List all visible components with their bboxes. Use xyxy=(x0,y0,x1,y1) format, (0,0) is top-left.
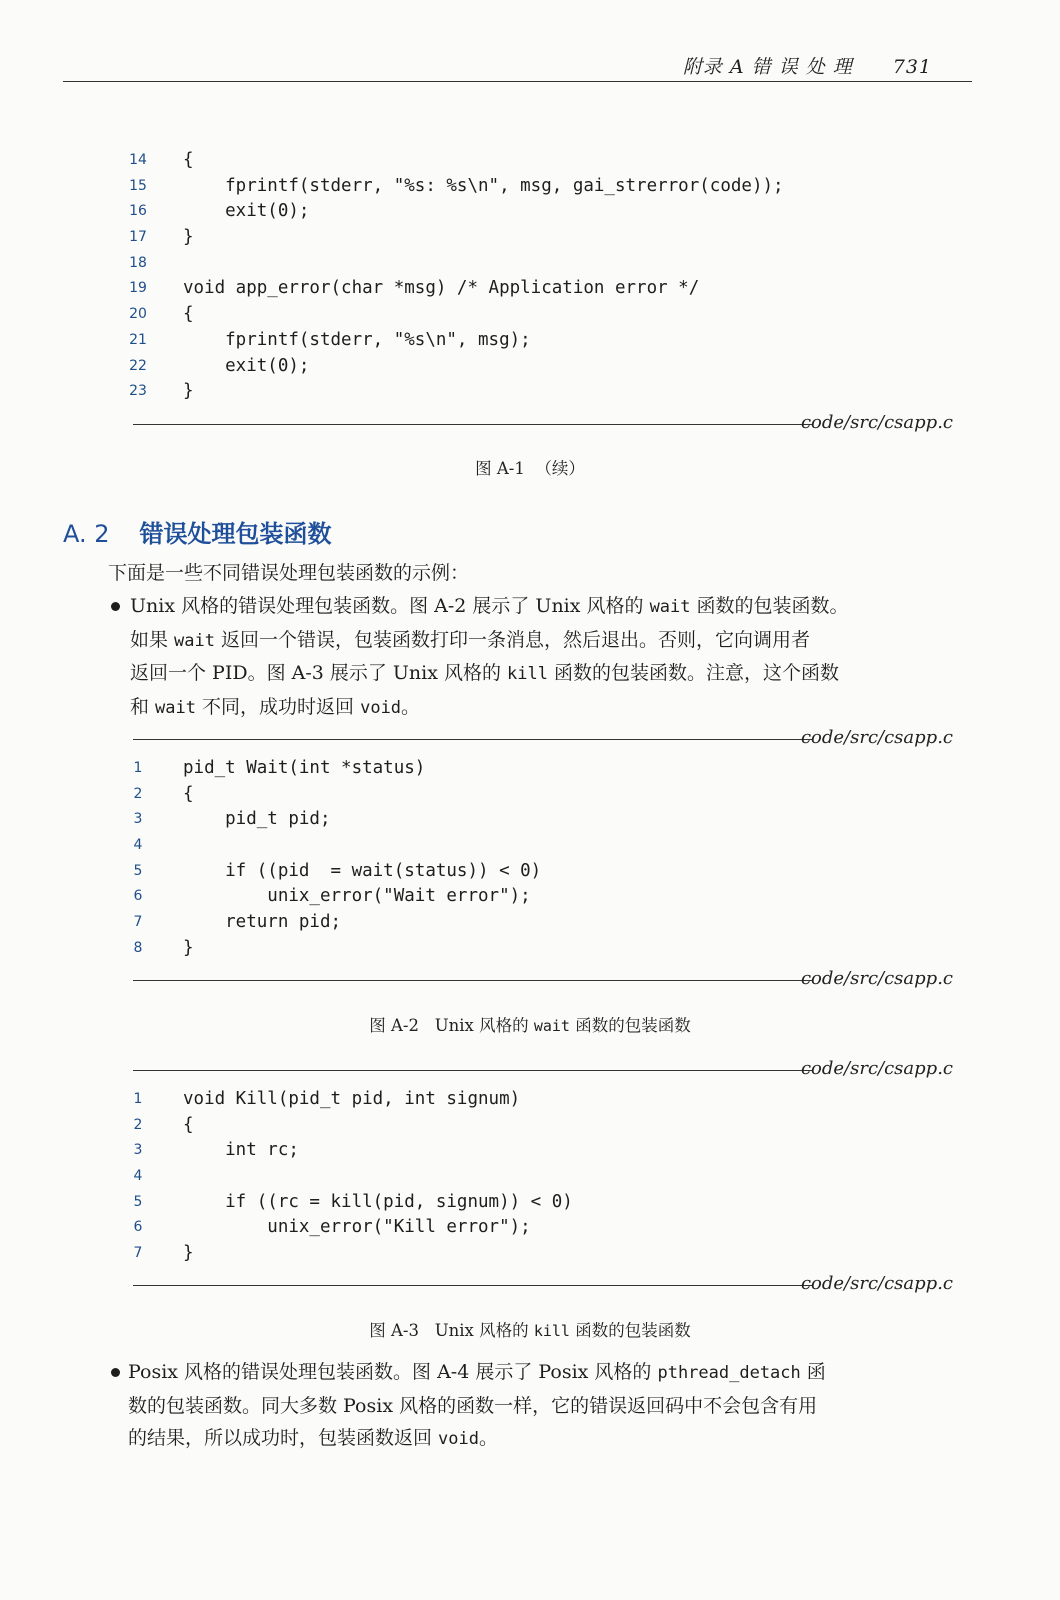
line-number: 7 xyxy=(133,1245,143,1262)
line-number: 18 xyxy=(129,254,147,271)
text-run: 。 xyxy=(401,695,421,718)
code-line xyxy=(125,148,955,174)
code-text: } xyxy=(183,381,194,402)
line-number: 20 xyxy=(129,306,147,323)
page-number: 731 xyxy=(892,56,932,78)
figure-caption-a3 xyxy=(0,1317,1060,1341)
rule-line xyxy=(133,1285,813,1286)
header-rule xyxy=(63,81,972,82)
line-number: 2 xyxy=(133,785,143,802)
code-text: if ((rc = kill(pid, signum)) < 0) xyxy=(183,1191,573,1212)
code-line xyxy=(125,199,955,225)
code-text: } xyxy=(183,227,194,248)
code-line xyxy=(125,1215,955,1241)
line-number: 1 xyxy=(133,1091,143,1107)
code-text: if ((pid = wait(status)) < 0) xyxy=(183,860,542,881)
code-text: unix_error("Wait error"); xyxy=(183,886,531,907)
text-run: 返回一个错误，包装函数打印一条消息，然后退出。否则，它向调用者 xyxy=(215,628,811,651)
header-text xyxy=(683,52,932,79)
inline-code: void xyxy=(360,697,402,718)
section-title: 错误处理包装函数 xyxy=(139,520,332,548)
section-number: A. 2 xyxy=(63,520,110,548)
code-text: pid_t Wait(int *status) xyxy=(183,758,426,778)
code-text: void app_error(char *msg) /* Application error */ xyxy=(183,278,700,299)
code-line xyxy=(125,1138,955,1164)
source-rule-a1-bottom xyxy=(133,412,953,436)
bullet-dot xyxy=(111,602,120,611)
code-block-a2 xyxy=(125,756,955,962)
text-run: Posix 风格的错误处理包装函数。图 A-4 展示了 Posix 风格的 xyxy=(128,1361,658,1383)
caption-text: 图 A-3 Unix 风格的 xyxy=(369,1321,534,1340)
code-line xyxy=(125,1113,955,1139)
bullet-posix-text xyxy=(128,1356,960,1456)
line-number: 23 xyxy=(129,383,147,400)
code-text: unix_error("Kill error"); xyxy=(183,1217,531,1238)
code-text: int rc; xyxy=(183,1140,299,1161)
bullet-unix-text xyxy=(130,590,960,724)
inline-code: wait xyxy=(174,630,215,651)
code-text: fprintf(stderr, "%s: %s\n", msg, gai_strerror(code)); xyxy=(183,175,784,196)
inline-code: pthread_detach xyxy=(657,1363,801,1383)
figure-caption-a1: 图 A-1 （续） xyxy=(475,459,585,478)
inline-code: kill xyxy=(533,1322,570,1340)
source-rule-a2-bottom xyxy=(133,968,953,992)
code-text: exit(0); xyxy=(183,355,310,376)
code-line xyxy=(125,833,955,859)
code-line xyxy=(125,1164,955,1190)
inline-code: wait xyxy=(533,1017,570,1035)
text-line xyxy=(128,1356,960,1390)
text-run: 返回一个 PID。图 A-3 展示了 Unix 风格的 xyxy=(130,662,508,684)
line-number: 16 xyxy=(129,203,147,220)
code-line xyxy=(125,174,955,200)
code-line xyxy=(125,379,955,405)
line-number: 4 xyxy=(133,837,143,854)
line-number: 3 xyxy=(133,811,143,828)
code-text: pid_t pid; xyxy=(183,809,331,830)
text-line: 数的包装函数。同大多数 Posix 风格的函数一样，它的错误返回码中不会包含有用 xyxy=(128,1394,818,1417)
caption-text: 函数的包装函数 xyxy=(569,1016,691,1035)
rule-line xyxy=(133,739,813,740)
code-line xyxy=(125,1087,955,1113)
bullet-dot xyxy=(111,1368,120,1377)
inline-code: void xyxy=(438,1429,479,1449)
inline-code: wait xyxy=(155,697,196,718)
code-line xyxy=(125,859,955,885)
line-number: 6 xyxy=(133,888,143,905)
rule-line xyxy=(133,1070,813,1071)
code-line xyxy=(125,276,955,302)
code-text: { xyxy=(183,150,194,170)
code-text: } xyxy=(183,937,194,958)
line-number: 2 xyxy=(133,1116,143,1133)
caption-text: 函数的包装函数 xyxy=(569,1321,691,1340)
code-text: { xyxy=(183,783,194,804)
source-rule-a3-bottom xyxy=(133,1273,953,1297)
source-file-label: code/src/csapp.c xyxy=(800,968,953,989)
source-file-label: code/src/csapp.c xyxy=(800,1273,953,1294)
source-rule-a2-top xyxy=(133,727,953,751)
code-line xyxy=(125,910,955,936)
code-line xyxy=(125,884,955,910)
text-line xyxy=(130,590,960,624)
chapter-title: 附录 A 错 误 处 理 xyxy=(682,56,853,78)
running-header xyxy=(0,0,1060,90)
line-number: 3 xyxy=(133,1142,143,1159)
line-number: 8 xyxy=(133,939,143,956)
inline-code: kill xyxy=(507,664,548,684)
code-line xyxy=(125,807,955,833)
line-number: 5 xyxy=(133,862,143,879)
code-line xyxy=(125,756,955,782)
line-number: 15 xyxy=(129,177,147,194)
text-run: 函数的包装函数。注意，这个函数 xyxy=(548,662,840,684)
code-text: { xyxy=(183,1114,194,1135)
code-line xyxy=(125,225,955,251)
line-number: 19 xyxy=(129,280,147,297)
text-run: 如果 xyxy=(130,628,175,651)
source-file-label: code/src/csapp.c xyxy=(800,1058,953,1079)
code-text: } xyxy=(183,1243,194,1264)
text-run: Unix 风格的错误处理包装函数。图 A-2 展示了 Unix 风格的 xyxy=(130,595,650,617)
line-number: 5 xyxy=(133,1193,143,1210)
code-line xyxy=(125,328,955,354)
text-run: 的结果，所以成功时，包装函数返回 xyxy=(128,1427,439,1449)
code-line xyxy=(125,1190,955,1216)
code-line xyxy=(125,302,955,328)
code-line xyxy=(125,782,955,808)
text-run: 函 xyxy=(800,1361,826,1383)
text-line xyxy=(130,624,960,658)
code-text: void Kill(pid_t pid, int signum) xyxy=(183,1089,521,1109)
code-text: fprintf(stderr, "%s\n", msg); xyxy=(183,329,531,350)
text-run: 不同，成功时返回 xyxy=(196,695,361,718)
inline-code: wait xyxy=(649,597,691,617)
line-number: 21 xyxy=(129,331,147,348)
code-text: { xyxy=(183,304,194,325)
line-number: 14 xyxy=(129,152,147,168)
intro-paragraph: 下面是一些不同错误处理包装函数的示例： xyxy=(108,562,470,584)
text-line xyxy=(130,657,960,691)
code-line xyxy=(125,251,955,277)
text-run: 函数的包装函数。 xyxy=(690,595,849,617)
source-file-label: code/src/csapp.c xyxy=(800,727,953,748)
code-text: return pid; xyxy=(183,912,342,933)
code-line xyxy=(125,354,955,380)
rule-line xyxy=(133,424,813,425)
code-text: exit(0); xyxy=(183,201,310,222)
text-line xyxy=(130,691,960,725)
text-run: 和 xyxy=(130,695,156,718)
source-rule-a3-top xyxy=(133,1058,953,1082)
source-file-label: code/src/csapp.c xyxy=(800,412,953,433)
caption-text: 图 A-2 Unix 风格的 xyxy=(369,1016,534,1035)
code-line xyxy=(125,1241,955,1267)
text-run: 。 xyxy=(479,1427,499,1449)
line-number: 22 xyxy=(129,357,147,374)
text-line xyxy=(128,1422,960,1456)
figure-caption-a2 xyxy=(0,1012,1060,1036)
code-block-a3 xyxy=(125,1087,955,1267)
code-line xyxy=(125,936,955,962)
line-number: 7 xyxy=(133,914,143,931)
rule-line xyxy=(133,980,813,981)
section-heading xyxy=(63,514,332,549)
line-number: 1 xyxy=(133,760,143,776)
line-number: 6 xyxy=(133,1219,143,1236)
line-number: 4 xyxy=(133,1168,143,1185)
line-number: 17 xyxy=(129,229,147,246)
code-block-a1 xyxy=(125,148,955,405)
